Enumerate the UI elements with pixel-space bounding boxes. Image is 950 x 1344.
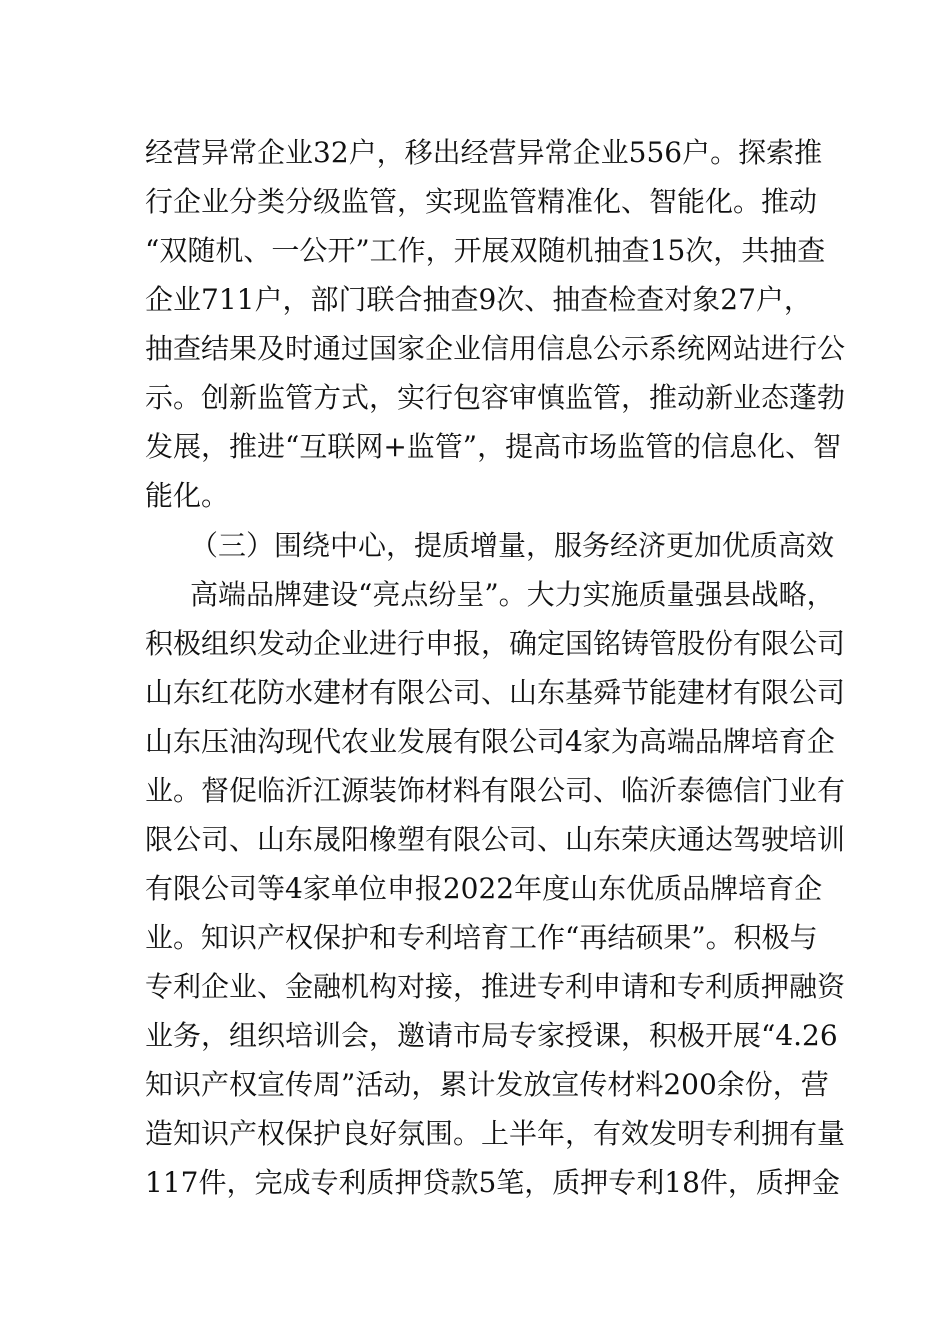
paragraph-line: 山东压油沟现代农业发展有限公司4家为高端品牌培育企 bbox=[145, 725, 835, 758]
paragraph-line: 发展，推进“互联网+监管”，提高市场监管的信息化、智 bbox=[145, 430, 842, 463]
paragraph-line: 限公司、山东晟阳橡塑有限公司、山东荣庆通达驾驶培训 bbox=[145, 823, 846, 856]
paragraph-line: 积极组织发动企业进行申报，确定国铭铸管股份有限公司 bbox=[145, 627, 846, 660]
paragraph-line: 示。创新监管方式，实行包容审慎监管，推动新业态蓬勃 bbox=[145, 381, 846, 414]
paragraph-line: 行企业分类分级监管，实现监管精准化、智能化。推动 bbox=[145, 185, 818, 218]
paragraph-line: 山东红花防水建材有限公司、山东基舜节能建材有限公司 bbox=[145, 676, 846, 709]
paragraph-line: 有限公司等4家单位申报2022年度山东优质品牌培育企 bbox=[145, 872, 823, 905]
paragraph-line: 经营异常企业32户，移出经营异常企业556户。探索推 bbox=[145, 136, 823, 169]
paragraph-line: 业。知识产权保护和专利培育工作“再结硕果”。积极与 bbox=[145, 921, 818, 954]
paragraph-line: 117件，完成专利质押贷款5笔，质押专利18件，质押金 bbox=[145, 1166, 840, 1199]
paragraph-line: 造知识产权保护良好氛围。上半年，有效发明专利拥有量 bbox=[145, 1117, 846, 1150]
paragraph-line: 抽查结果及时通过国家企业信用信息公示系统网站进行公 bbox=[145, 332, 846, 365]
paragraph-line: 知识产权宣传周”活动，累计发放宣传材料200余份，营 bbox=[145, 1068, 829, 1101]
paragraph-line: 业务，组织培训会，邀请市局专家授课，积极开展“4.26 bbox=[145, 1019, 838, 1052]
paragraph-line: 高端品牌建设“亮点纷呈”。大力实施质量强县战略， bbox=[190, 578, 835, 611]
paragraph-line: 业。督促临沂江源装饰材料有限公司、临沂泰德信门业有 bbox=[145, 774, 846, 807]
paragraph-line: 能化。 bbox=[145, 479, 230, 512]
paragraph-line: 专利企业、金融机构对接，推进专利申请和专利质押融资 bbox=[145, 970, 846, 1003]
paragraph-line: “双随机、一公开”工作，开展双随机抽查15次，共抽查 bbox=[145, 234, 826, 267]
paragraph-line: 企业711户，部门联合抽查9次、抽查检查对象27户， bbox=[145, 283, 812, 316]
section-heading: （三）围绕中心，提质增量，服务经济更加优质高效 bbox=[190, 529, 835, 562]
